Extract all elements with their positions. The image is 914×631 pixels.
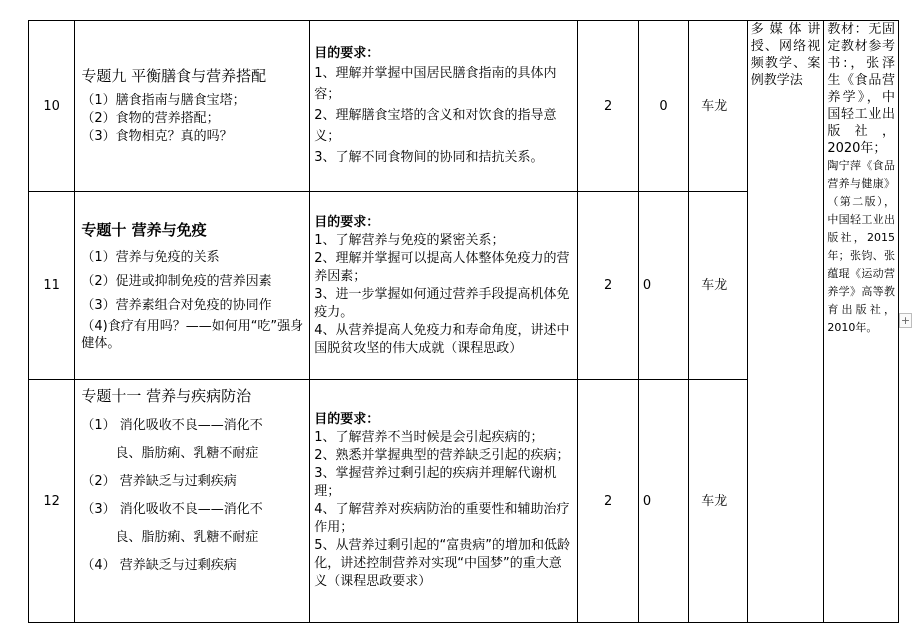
expand-plus-icon[interactable]: + [900, 314, 911, 327]
requirements-title: 目的要求： [314, 45, 380, 61]
requirements-cell [310, 380, 578, 623]
practice-hours: 0 [638, 21, 688, 192]
topic-cell [75, 21, 310, 192]
teacher-cell [689, 21, 747, 192]
practice-hours: 0 [638, 192, 688, 380]
row-number: 12 [29, 380, 75, 623]
requirement-item: 1、了解营养不当时候是会引起疾病的； [314, 430, 544, 445]
requirements-title: 目的要求： [314, 412, 380, 427]
topic-item: （2） 营养缺乏与过剩疾病 [81, 474, 237, 489]
teaching-method-cell [747, 21, 824, 623]
topic-item: （1）膳食指南与膳食宝塔； [81, 93, 246, 108]
requirement-item: 3、掌握营养过剩引起的疾病并理解代谢机理； [314, 466, 557, 499]
requirement-item: 5、从营养过剩引起的“富贵病”的增加和低龄化，讲述控制营养对实现“中国梦”的重大意义（课程思政要求） [314, 538, 570, 589]
theory-hours: 2 [578, 380, 638, 623]
topic-title: 专题九 平衡膳食与营养搭配 [81, 67, 267, 85]
row-number: 10 [29, 21, 75, 192]
requirement-item: 4、了解营养对疾病防治的重要性和辅助治疗作用； [314, 502, 570, 535]
requirement-item: 3、了解不同食物间的协同和拮抗关系。 [314, 149, 544, 165]
requirement-item: 4、从营养提高人免疫力和寿命角度，讲述中国脱贫攻坚的伟大成就（课程思政） [314, 322, 570, 356]
topic-item: （2）食物的营养搭配； [81, 111, 220, 126]
requirements-title: 目的要求： [314, 214, 380, 230]
topic-cell [75, 192, 310, 380]
requirement-item: 3、进一步掌握如何通过营养手段提高机体免疫力。 [314, 286, 570, 320]
topic-item: 良、脂肪痢、乳糖不耐症 [115, 446, 259, 461]
requirement-item: 1、了解营养与免疫的紧密关系； [314, 232, 505, 248]
requirement-item: 2、理解并掌握可以提高人体整体免疫力的营养因素； [314, 250, 570, 284]
topic-item: （1）营养与免疫的关系 [81, 249, 220, 265]
textbooks-cell [824, 21, 899, 623]
topic-title: 专题十 营养与免疫 [81, 220, 207, 239]
requirement-item: 1、理解并掌握中国居民膳食指南的具体内容； [314, 65, 557, 102]
teacher-name: 车龙 [701, 98, 728, 114]
reference-books-text: 陶宁萍《食品营养与健康》（第二版），中国轻工业出版社，2015年；张钧、张蕴琨《运动营养学》高等教育出版社，2010年。 [827, 159, 895, 334]
theory-hours: 2 [578, 21, 638, 192]
topic-item: （4)食疗有用吗？——如何用“吃”强身健体。 [81, 318, 304, 351]
textbooks-text: 教材：无固定教材参考书:，张泽生《食品营养学》，中国轻工业出版社，2020年； [827, 22, 895, 156]
row-number: 11 [29, 192, 75, 380]
practice-hours: 0 [638, 380, 688, 623]
topic-item: （3） 消化吸收不良——消化不 [81, 502, 263, 517]
topic-item: 良、脂肪痢、乳糖不耐症 [115, 530, 259, 545]
topic-cell [75, 380, 310, 623]
teacher-cell [689, 192, 747, 380]
topic-title: 专题十一 营养与疾病防治 [81, 387, 252, 405]
topic-item: （3）营养素组合对免疫的协同作 [81, 297, 272, 313]
topic-item: （3）食物相克？真的吗？ [81, 129, 233, 144]
theory-hours: 2 [578, 192, 638, 380]
teaching-method-text: 多媒体讲授、网络视频教学、案例教学法 [750, 22, 821, 88]
topic-item: （4） 营养缺乏与过剩疾病 [81, 558, 237, 573]
table-row [29, 21, 899, 192]
requirements-cell [310, 192, 578, 380]
topic-item: （2）促进或抑制免疫的营养因素 [81, 273, 272, 289]
requirements-cell [310, 21, 578, 192]
teacher-name: 车龙 [701, 278, 728, 293]
requirement-item: 2、熟悉并掌握典型的营养缺乏引起的疾病； [314, 448, 570, 463]
topic-item: （1） 消化吸收不良——消化不 [81, 418, 263, 433]
teacher-cell [689, 380, 747, 623]
requirement-item: 2、理解膳食宝塔的含义和对饮食的指导意义； [314, 107, 557, 144]
teacher-name: 车龙 [701, 493, 728, 509]
course-schedule-table [28, 20, 899, 623]
